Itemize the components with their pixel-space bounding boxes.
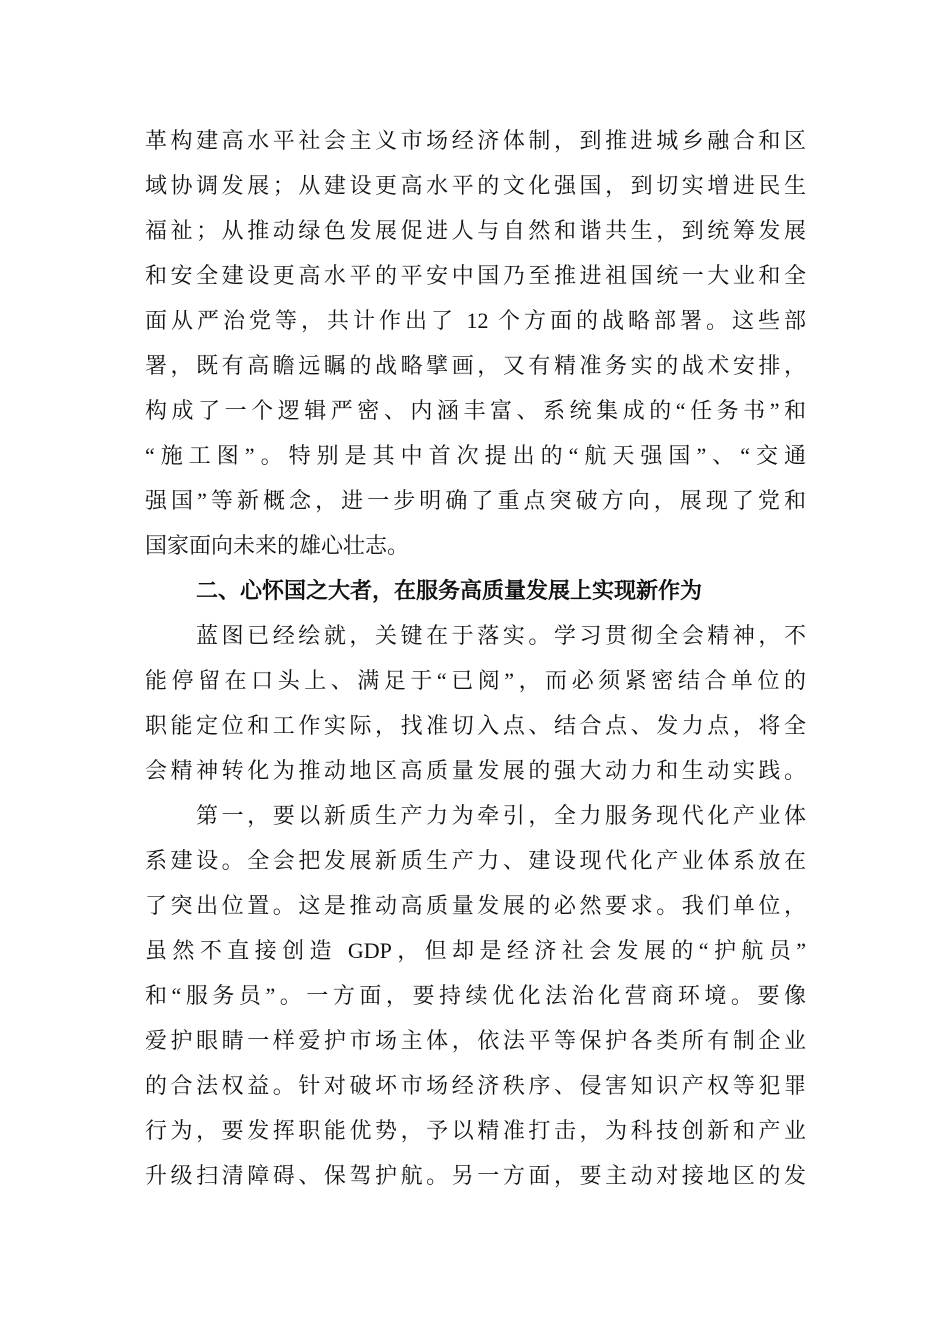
text-line: 虽然不直接创造 GDP，但却是经济社会发展的“护航员”: [145, 938, 806, 963]
text-line: 面从严治党等，共计作出了 12 个方面的战略部署。这些部: [145, 308, 806, 333]
text-line: 行为，要发挥职能优势，予以精准打击，为科技创新和产业: [145, 1118, 806, 1143]
text-line: 国家面向未来的雄心壮志。: [145, 533, 410, 558]
text-line: 域协调发展；从建设更高水平的文化强国，到切实增进民生: [145, 173, 806, 198]
document-page: [145, 118, 806, 1198]
section-heading: [145, 568, 806, 613]
text-line: 福祉；从推动绿色发展促进人与自然和谐共生，到统筹发展: [145, 218, 806, 243]
text-line: 第一，要以新质生产力为牵引，全力服务现代化产业体: [196, 803, 806, 828]
text-line: 系建设。全会把发展新质生产力、建设现代化产业体系放在: [145, 848, 806, 873]
text-line: 构成了一个逻辑严密、内涵丰富、系统集成的“任务书”和: [145, 398, 806, 423]
text-line: 的合法权益。针对破坏市场经济秩序、侵害知识产权等犯罪: [145, 1073, 806, 1098]
text-line: “施工图”。特别是其中首次提出的“航天强国”、“交通: [145, 443, 806, 468]
text-line: 职能定位和工作实际，找准切入点、结合点、发力点，将全: [145, 713, 806, 738]
text-line: 和“服务员”。一方面，要持续优化法治化营商环境。要像: [145, 983, 806, 1008]
text-line: 和安全建设更高水平的平安中国乃至推进祖国统一大业和全: [145, 263, 806, 288]
text-line: 升级扫清障碍、保驾护航。另一方面，要主动对接地区的发: [145, 1163, 806, 1188]
text-line: 强国”等新概念，进一步明确了重点突破方向，展现了党和: [145, 488, 806, 513]
text-line: 能停留在口头上、满足于“已阅”，而必须紧密结合单位的: [145, 668, 806, 693]
paragraph: [145, 613, 806, 793]
text-line: 二、心怀国之大者，在服务高质量发展上实现新作为: [196, 578, 703, 603]
paragraph: [145, 793, 806, 1198]
text-line: 了突出位置。这是推动高质量发展的必然要求。我们单位，: [145, 893, 806, 918]
text-line: 会精神转化为推动地区高质量发展的强大动力和生动实践。: [145, 758, 806, 783]
text-line: 署，既有高瞻远瞩的战略擘画，又有精准务实的战术安排，: [145, 353, 806, 378]
paragraph: [145, 118, 806, 568]
text-line: 蓝图已经绘就，关键在于落实。学习贯彻全会精神，不: [196, 623, 806, 648]
text-line: 革构建高水平社会主义市场经济体制，到推进城乡融合和区: [145, 128, 806, 153]
text-line: 爱护眼睛一样爱护市场主体，依法平等保护各类所有制企业: [145, 1028, 806, 1053]
